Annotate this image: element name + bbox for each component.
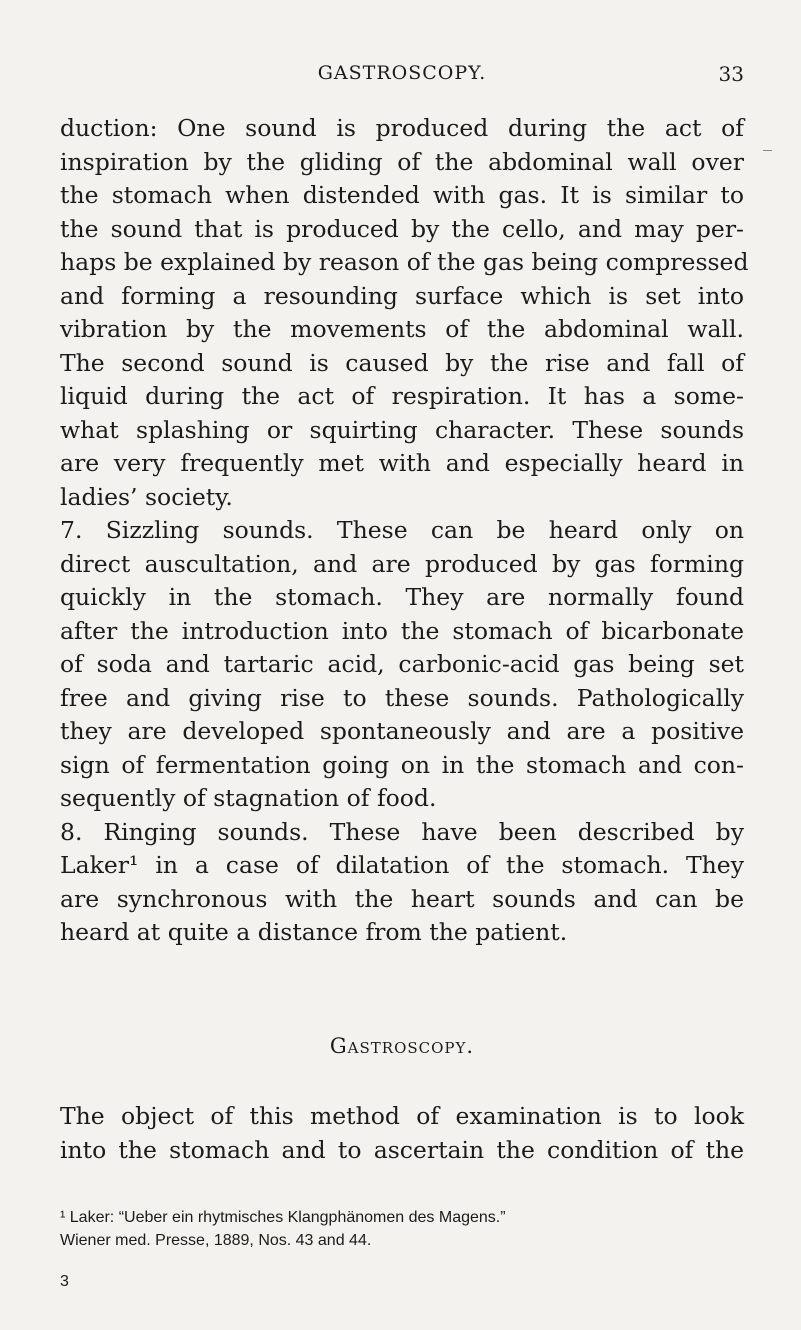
- text-line: inspiration by the gliding of the abdominal wall over: [60, 147, 744, 176]
- text-line: the stomach when distended with gas. It is similar to: [60, 181, 744, 209]
- body-text: [60, 112, 749, 950]
- section-body-text: [60, 1100, 744, 1167]
- margin-mark: [763, 150, 772, 151]
- footnote-line: Wiener med. Presse, 1889, Nos. 43 and 44.: [60, 1232, 372, 1249]
- footnote-line: ¹ Laker: “Ueber ein rhytmisches Klangphänomen des Magens.”: [60, 1209, 506, 1226]
- text-line: direct auscultation, and are produced by gas forming: [60, 549, 744, 578]
- text-line: Laker¹ in a case of dilatation of the stomach. They: [60, 851, 744, 879]
- running-title: GASTROSCOPY.: [317, 62, 487, 84]
- text-line: sign of fermentation going on in the stomach and con-: [60, 750, 744, 779]
- text-line: they are developed spontaneously and are a positive: [60, 717, 744, 745]
- text-line: of soda and tartaric acid, carbonic-acid gas being set: [60, 650, 744, 678]
- text-line: are very frequently met with and especially heard in: [60, 449, 744, 477]
- text-line: what splashing or squirting character. These sounds: [60, 415, 744, 444]
- text-line: 8. Ringing sounds. These have been described by: [60, 817, 744, 846]
- text-line: duction: One sound is produced during the act of: [60, 114, 744, 142]
- text-line: vibration by the movements of the abdominal wall.: [60, 315, 744, 343]
- footnote: [60, 1206, 744, 1252]
- text-line: sequently of stagnation of food.: [60, 784, 437, 812]
- text-line: 7. Sizzling sounds. These can be heard only on: [60, 516, 744, 544]
- text-line: heard at quite a distance from the patient.: [60, 918, 568, 946]
- text-line: into the stomach and to ascertain the condition of the: [60, 1135, 744, 1164]
- text-line: and forming a resounding surface which is set into: [60, 281, 744, 310]
- signature-mark: 3: [60, 1273, 69, 1290]
- text-line: liquid during the act of respiration. It has a some-: [60, 382, 744, 410]
- running-head: [60, 58, 744, 88]
- text-line: The second sound is caused by the rise and fall of: [60, 348, 744, 377]
- text-line: free and giving rise to these sounds. Pathologically: [60, 683, 744, 712]
- text-line: quickly in the stomach. They are normally found: [60, 583, 744, 611]
- text-line: are synchronous with the heart sounds and can be: [60, 884, 744, 913]
- text-line: haps be explained by reason of the gas being compressed: [60, 248, 749, 276]
- text-line: ladies’ society.: [60, 482, 233, 511]
- page-number: 33: [718, 62, 744, 86]
- text-line: The object of this method of examination is to look: [60, 1102, 744, 1130]
- section-heading: Gastroscopy.: [329, 1034, 475, 1058]
- text-line: after the introduction into the stomach of bicarbonate: [60, 616, 744, 645]
- text-line: the sound that is produced by the cello, and may per-: [60, 214, 744, 243]
